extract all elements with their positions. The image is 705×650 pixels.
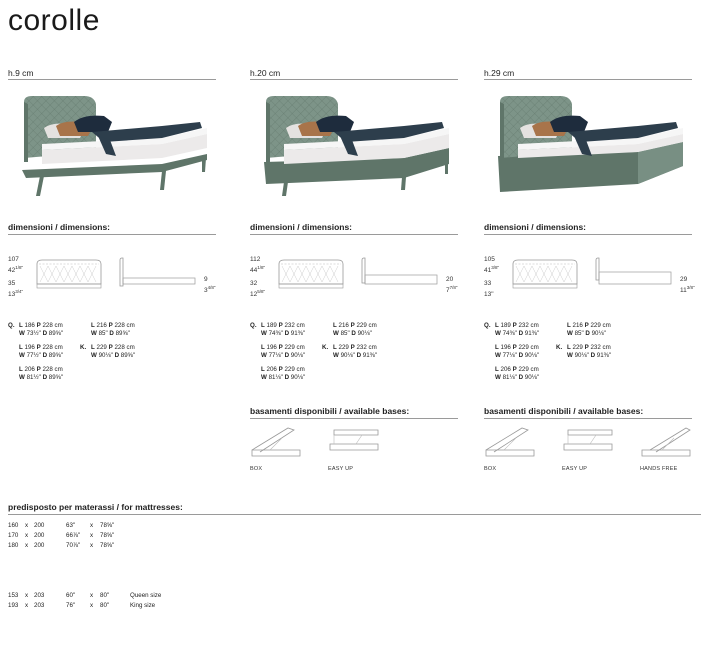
column-divider	[250, 79, 458, 80]
spec-key: P	[36, 366, 41, 373]
spec-line-1	[333, 322, 377, 330]
spec-key: L	[495, 322, 499, 329]
dim-top-cm: 107	[8, 256, 19, 263]
headboard-front-drawing	[510, 258, 580, 295]
spec-line-2	[19, 330, 63, 338]
size-spec	[484, 322, 540, 337]
spec-line-1	[19, 366, 63, 374]
spec-value: 229	[572, 344, 583, 351]
dim-bottom-in	[8, 288, 23, 299]
dimensions-label: dimensioni / dimensions:	[484, 222, 587, 232]
mattress-in: 76"	[66, 602, 76, 609]
base-icon	[640, 426, 692, 467]
size-spec	[495, 344, 539, 359]
mattress-in2: 78⅝"	[100, 522, 115, 529]
spec-value: 196	[266, 344, 277, 351]
spec-value: 229 cm	[518, 344, 539, 351]
spec-value: 189	[266, 322, 277, 329]
spec-line-1	[495, 322, 539, 330]
mattress-cm: 153	[8, 592, 19, 599]
bed-photo	[12, 92, 212, 202]
bed-photo	[254, 92, 454, 202]
spec-line-2	[19, 374, 63, 382]
spec-key: P	[278, 344, 283, 351]
dim-height-base	[8, 280, 23, 299]
spec-value: 216	[96, 322, 107, 329]
mattress-in: 63"	[66, 522, 76, 529]
spec-value: 89⅝"	[115, 329, 130, 337]
spec-line-1	[495, 344, 539, 352]
mattress-row	[8, 592, 208, 601]
dim-bottom-cm: 32	[250, 280, 258, 287]
size-spec	[80, 344, 136, 359]
mattress-section-label: predisposto per materassi / for mattresses:	[8, 502, 183, 512]
spec-line-1	[333, 344, 377, 352]
spec-key: L	[567, 322, 571, 329]
spec-value: 91⅜"	[290, 329, 306, 337]
spec-value: 77½"	[26, 351, 41, 359]
base-label: HANDS FREE	[640, 466, 678, 472]
spec-key: L	[495, 366, 499, 373]
size-key: K.	[556, 344, 563, 351]
spec-key: L	[19, 322, 23, 329]
spec-key: W	[91, 351, 97, 359]
spec-value: 232 cm	[356, 344, 377, 351]
size-spec	[333, 322, 377, 337]
mattress-in2: 78⅝"	[100, 532, 115, 539]
dim-bottom-in	[250, 288, 265, 299]
spec-key: W	[333, 351, 339, 359]
base-label: BOX	[484, 466, 497, 472]
spec-line-1	[91, 322, 135, 330]
mattress-x2: x	[90, 522, 94, 529]
dim-top-in-frac: 1/8"	[257, 265, 266, 270]
mattress-cm: 180	[8, 542, 19, 549]
spec-key: P	[36, 322, 41, 329]
dim-bottom-in-whole: 13	[8, 291, 16, 299]
mattress-row	[8, 522, 208, 531]
spec-key: W	[333, 329, 339, 337]
dim-side-in-frac: 3/8"	[686, 285, 695, 290]
dim-top-in-whole: 42	[8, 267, 16, 275]
mattress-cm: 170	[8, 532, 19, 539]
spec-value: 85"	[340, 329, 350, 337]
spec-key: L	[495, 344, 499, 351]
spec-value: 228 cm	[42, 344, 63, 351]
size-spec	[495, 366, 539, 381]
size-spec	[91, 322, 135, 337]
size-spec	[556, 344, 612, 359]
spec-value: 91⅜"	[362, 351, 378, 359]
side-view-drawing	[592, 256, 674, 295]
bed-photo	[488, 92, 688, 202]
spec-line-2	[567, 330, 611, 338]
spec-value: 89⅝"	[48, 351, 64, 359]
dim-height-total	[484, 256, 499, 275]
dim-bottom-in-frac: 5/8"	[257, 289, 266, 294]
mattress-cm: 160	[8, 522, 19, 529]
spec-line-2	[495, 374, 539, 382]
spec-key: W	[567, 329, 573, 337]
headboard-front-drawing	[276, 258, 346, 295]
mattress-x: x	[25, 542, 29, 549]
height-label: h.20 cm	[250, 68, 281, 78]
dim-top-in	[250, 264, 265, 275]
spec-value: 228 cm	[42, 322, 63, 329]
spec-key: W	[261, 373, 267, 381]
mattress-cm2: 200	[34, 532, 45, 539]
spec-line-2	[261, 374, 305, 382]
spec-value: 228 cm	[114, 322, 135, 329]
dim-bottom-in	[484, 288, 494, 299]
dim-bottom-cm: 35	[8, 280, 16, 287]
mattress-cm2: 203	[34, 592, 45, 599]
spec-value: 206	[500, 366, 511, 373]
spec-line-2	[333, 352, 377, 360]
mattress-in: 60"	[66, 592, 76, 599]
dim-side-in-whole: 7	[446, 287, 450, 295]
dim-top-in-frac: 3/8"	[491, 265, 500, 270]
spec-key: P	[512, 322, 517, 329]
dim-base-height	[446, 276, 457, 295]
size-spec	[250, 322, 306, 337]
spec-key: W	[261, 351, 267, 359]
spec-key: L	[19, 344, 23, 351]
spec-key: W	[495, 373, 501, 381]
dim-side-cm: 29	[680, 276, 688, 283]
spec-value: 90⅛"	[574, 351, 589, 359]
spec-key: W	[261, 329, 267, 337]
spec-key: D	[284, 329, 290, 337]
mattress-row	[8, 532, 208, 541]
dim-base-height	[204, 276, 215, 295]
spec-line-1	[567, 322, 611, 330]
spec-key: D	[518, 329, 524, 337]
spec-line-1	[261, 366, 305, 374]
side-view-drawing	[358, 256, 440, 295]
spec-key: L	[91, 344, 95, 351]
spec-key: P	[108, 322, 113, 329]
spec-key: D	[585, 329, 590, 337]
dim-side-in	[446, 284, 457, 295]
spec-value: 90⅛"	[357, 329, 372, 337]
spec-line-1	[261, 344, 305, 352]
mattress-cm2: 203	[34, 602, 45, 609]
spec-key: P	[584, 344, 589, 351]
spec-value: 90⅛"	[290, 373, 306, 381]
dim-side-in-frac: 4/8"	[207, 285, 216, 290]
spec-value: 229 cm	[518, 366, 539, 373]
mattress-name: Queen size	[130, 592, 162, 599]
spec-line-1	[495, 366, 539, 374]
spec-value: 73½"	[26, 329, 41, 337]
spec-value: 81⅛"	[268, 373, 283, 381]
base-icon	[562, 426, 614, 467]
size-spec	[322, 344, 378, 359]
dim-bottom-in-whole: 12	[250, 291, 258, 299]
spec-line-1	[19, 322, 63, 330]
spec-value: 229 cm	[284, 366, 305, 373]
mattress-x: x	[25, 522, 29, 529]
mattress-in2: 78⅝"	[100, 542, 115, 549]
spec-key: L	[261, 344, 265, 351]
spec-value: 216	[338, 322, 349, 329]
dim-height-total	[8, 256, 23, 275]
dimensions-label: dimensioni / dimensions:	[8, 222, 111, 232]
mattress-x2: x	[90, 532, 94, 539]
spec-key: W	[19, 329, 25, 337]
mattress-name: King size	[130, 602, 156, 609]
spec-value: 196	[500, 344, 511, 351]
spec-value: 232 cm	[518, 322, 539, 329]
mattress-row	[8, 542, 208, 551]
spec-key: L	[333, 344, 337, 351]
spec-key: D	[590, 351, 596, 359]
base-label: BOX	[250, 466, 263, 472]
mattress-cm: 193	[8, 602, 19, 609]
spec-value: 81⅛"	[502, 373, 517, 381]
mattress-x: x	[25, 602, 29, 609]
dim-side-in	[204, 284, 215, 295]
size-spec	[567, 322, 611, 337]
spec-value: 90⅛"	[290, 351, 306, 359]
column-divider	[484, 79, 692, 80]
spec-value: 90⅛"	[524, 373, 540, 381]
size-spec	[19, 344, 63, 359]
mattress-x2: x	[90, 592, 94, 599]
spec-value: 89⅝"	[120, 351, 136, 359]
mattress-divider	[8, 514, 701, 515]
spec-key: D	[109, 329, 114, 337]
dim-top-cm: 112	[250, 256, 261, 263]
spec-value: 232 cm	[590, 344, 611, 351]
mattress-cm2: 200	[34, 522, 45, 529]
spec-key: D	[284, 373, 290, 381]
dim-top-cm: 105	[484, 256, 495, 263]
spec-key: P	[350, 344, 355, 351]
base-label: EASY UP	[562, 466, 588, 472]
spec-key: P	[278, 322, 283, 329]
dim-top-in	[8, 264, 23, 275]
spec-line-2	[261, 330, 305, 338]
spec-key: P	[278, 366, 283, 373]
size-key: K.	[80, 344, 87, 351]
spec-key: L	[333, 322, 337, 329]
spec-value: 91⅜"	[524, 329, 540, 337]
dimensions-divider	[484, 234, 692, 235]
dim-top-in-whole: 44	[250, 267, 258, 275]
spec-value: 232 cm	[284, 322, 305, 329]
spec-key: D	[518, 373, 524, 381]
spec-key: W	[19, 351, 25, 359]
dim-top-in	[484, 264, 499, 275]
mattress-in: 70⅞"	[66, 542, 81, 549]
page-title: corolle	[8, 4, 100, 37]
mattress-x: x	[25, 592, 29, 599]
spec-value: 91⅜"	[596, 351, 612, 359]
height-label: h.9 cm	[8, 68, 34, 78]
dim-side-in	[680, 284, 695, 295]
spec-key: W	[495, 351, 501, 359]
spec-value: 89⅝"	[48, 373, 64, 381]
spec-key: W	[19, 373, 25, 381]
spec-value: 216	[572, 322, 583, 329]
spec-value: 74⅜"	[502, 329, 517, 337]
spec-line-1	[91, 344, 135, 352]
spec-value: 90⅛"	[524, 351, 540, 359]
size-key: Q.	[250, 322, 257, 329]
mattress-in: 66⅞"	[66, 532, 81, 539]
size-spec	[261, 344, 305, 359]
dimensions-divider	[250, 234, 458, 235]
spec-line-2	[495, 352, 539, 360]
size-spec	[8, 322, 64, 337]
spec-key: W	[91, 329, 97, 337]
dim-bottom-in-frac: 3/4"	[15, 289, 24, 294]
mattress-cm2: 200	[34, 542, 45, 549]
dim-top-in-frac: 1/8"	[15, 265, 24, 270]
spec-value: 74⅜"	[268, 329, 283, 337]
spec-key: D	[114, 351, 120, 359]
spec-key: L	[19, 366, 23, 373]
spec-key: L	[261, 322, 265, 329]
dim-bottom-cm: 33	[484, 280, 492, 287]
bases-divider	[250, 418, 458, 419]
spec-value: 228 cm	[114, 344, 135, 351]
dimensions-divider	[8, 234, 216, 235]
spec-line-2	[333, 330, 377, 338]
spec-key: P	[512, 366, 517, 373]
dimensions-label: dimensioni / dimensions:	[250, 222, 353, 232]
spec-value: 229	[338, 344, 349, 351]
base-icon	[250, 426, 302, 467]
mattress-row	[8, 602, 208, 611]
spec-line-2	[91, 352, 135, 360]
base-icon	[328, 426, 380, 467]
spec-value: 196	[24, 344, 35, 351]
bases-label: basamenti disponibili / available bases:	[250, 406, 410, 416]
mattress-in2: 80"	[100, 592, 110, 599]
dim-top-in-whole: 41	[484, 267, 492, 275]
spec-value: 229	[96, 344, 107, 351]
base-label: EASY UP	[328, 466, 354, 472]
spec-line-2	[261, 352, 305, 360]
base-icon	[484, 426, 536, 467]
spec-key: D	[42, 329, 48, 337]
spec-value: 186	[24, 322, 35, 329]
dim-height-base	[484, 280, 494, 299]
size-key: Q.	[8, 322, 15, 329]
spec-key: L	[567, 344, 571, 351]
height-label: h.29 cm	[484, 68, 515, 78]
spec-key: W	[567, 351, 573, 359]
spec-key: P	[584, 322, 589, 329]
dim-bottom-in-whole: 13"	[484, 291, 494, 299]
spec-value: 85"	[98, 329, 108, 337]
mattress-x: x	[25, 532, 29, 539]
spec-value: 229 cm	[356, 322, 377, 329]
spec-line-2	[91, 330, 135, 338]
size-spec	[19, 366, 63, 381]
side-view-drawing	[116, 256, 198, 295]
size-key: Q.	[484, 322, 491, 329]
spec-line-2	[495, 330, 539, 338]
size-key: K.	[322, 344, 329, 351]
spec-key: P	[512, 344, 517, 351]
spec-value: 81½"	[26, 373, 41, 381]
spec-line-2	[19, 352, 63, 360]
spec-value: 228 cm	[42, 366, 63, 373]
dim-height-base	[250, 280, 265, 299]
size-spec	[261, 366, 305, 381]
headboard-front-drawing	[34, 258, 104, 295]
spec-key: D	[518, 351, 524, 359]
spec-value: 90⅛"	[591, 329, 606, 337]
spec-value: 229 cm	[590, 322, 611, 329]
spec-key: P	[350, 322, 355, 329]
spec-value: 90⅛"	[98, 351, 113, 359]
dim-base-height	[680, 276, 695, 295]
spec-value: 206	[266, 366, 277, 373]
spec-value: 89⅝"	[48, 329, 64, 337]
spec-key: D	[351, 329, 356, 337]
spec-line-2	[567, 352, 611, 360]
spec-value: 206	[24, 366, 35, 373]
spec-key: L	[91, 322, 95, 329]
spec-value: 229 cm	[284, 344, 305, 351]
spec-value: 85"	[574, 329, 584, 337]
spec-line-1	[567, 344, 611, 352]
spec-value: 189	[500, 322, 511, 329]
mattress-x2: x	[90, 542, 94, 549]
mattress-in2: 80"	[100, 602, 110, 609]
spec-line-1	[261, 322, 305, 330]
spec-key: D	[284, 351, 290, 359]
dim-side-in-whole: 3	[204, 287, 208, 295]
column-divider	[8, 79, 216, 80]
spec-key: P	[36, 344, 41, 351]
spec-line-1	[19, 344, 63, 352]
spec-key: W	[495, 329, 501, 337]
spec-key: P	[108, 344, 113, 351]
spec-key: D	[42, 373, 48, 381]
bases-divider	[484, 418, 692, 419]
spec-value: 90⅛"	[340, 351, 355, 359]
bases-label: basamenti disponibili / available bases:	[484, 406, 644, 416]
spec-key: D	[42, 351, 48, 359]
dim-height-total	[250, 256, 265, 275]
spec-value: 77⅛"	[268, 351, 283, 359]
dim-side-in-whole: 11	[680, 287, 687, 295]
spec-value: 77⅛"	[502, 351, 517, 359]
mattress-x2: x	[90, 602, 94, 609]
spec-key: L	[261, 366, 265, 373]
dim-side-cm: 9	[204, 276, 208, 283]
spec-key: D	[356, 351, 362, 359]
dim-side-in-frac: 7/8"	[449, 285, 458, 290]
dim-side-cm: 20	[446, 276, 454, 283]
